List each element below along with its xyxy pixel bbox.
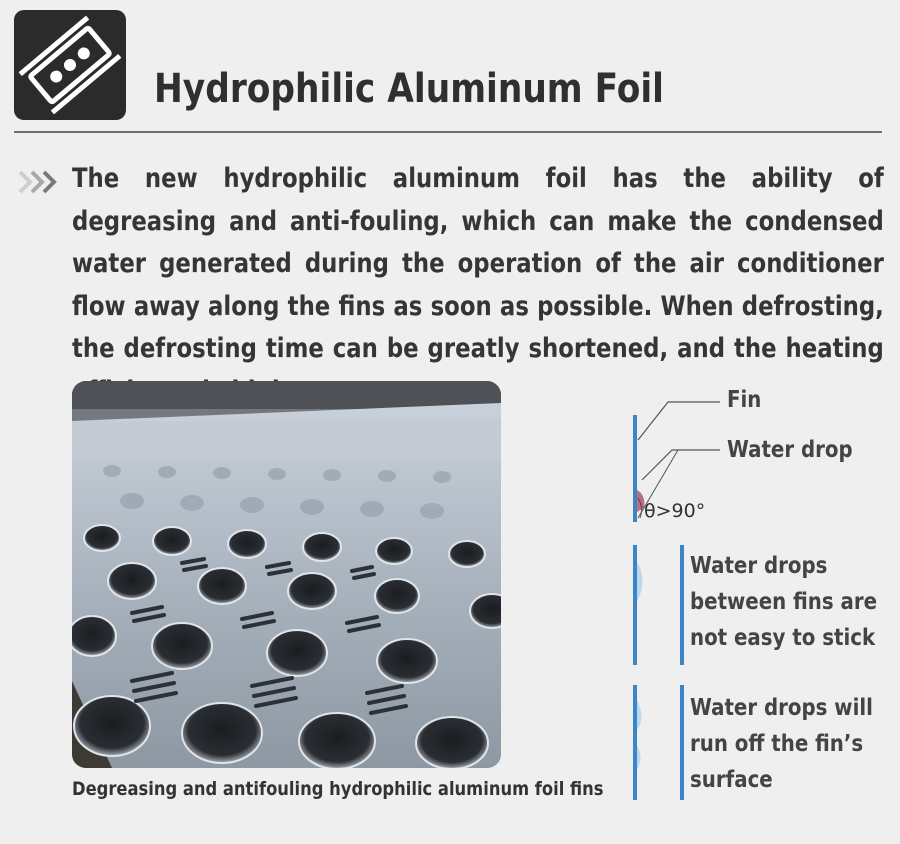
photo-caption: Degreasing and antifouling hydrophilic aluminum foil fins [72,778,604,800]
water-drop-label: Water drop [727,437,853,463]
fin-leader-line [638,402,720,440]
water-drop-middle [637,562,643,602]
page-title: Hydrophilic Aluminum Foil [154,66,664,112]
fins-photo-illustration [72,381,501,768]
title-divider [14,131,882,133]
note-run-off-surface: Water drops will run off the fin’s surface [690,695,873,793]
fin-logo-icon [14,10,126,120]
water-drop-leader-line [642,450,720,480]
note-not-easy-to-stick: Water drops between fins are not easy to stick [690,553,878,651]
water-drop-bottom-1 [637,700,642,730]
aluminum-foil-fins-photo [72,381,501,768]
triple-chevron-icon [18,170,66,194]
fin-label: Fin [727,387,762,413]
logo [14,10,126,120]
contact-angle-label: θ>90° [644,500,706,522]
description-paragraph: The new hydrophilic aluminum foil has the ability of degreasing and anti-fouling, which can make the condensed water generated during the operation of the air conditioner flow away along the fins as soon as possible. When defrosting, the defrosting time can be greatly shortened, and the heating [72,163,884,364]
water-drop-bottom-2 [637,745,641,770]
